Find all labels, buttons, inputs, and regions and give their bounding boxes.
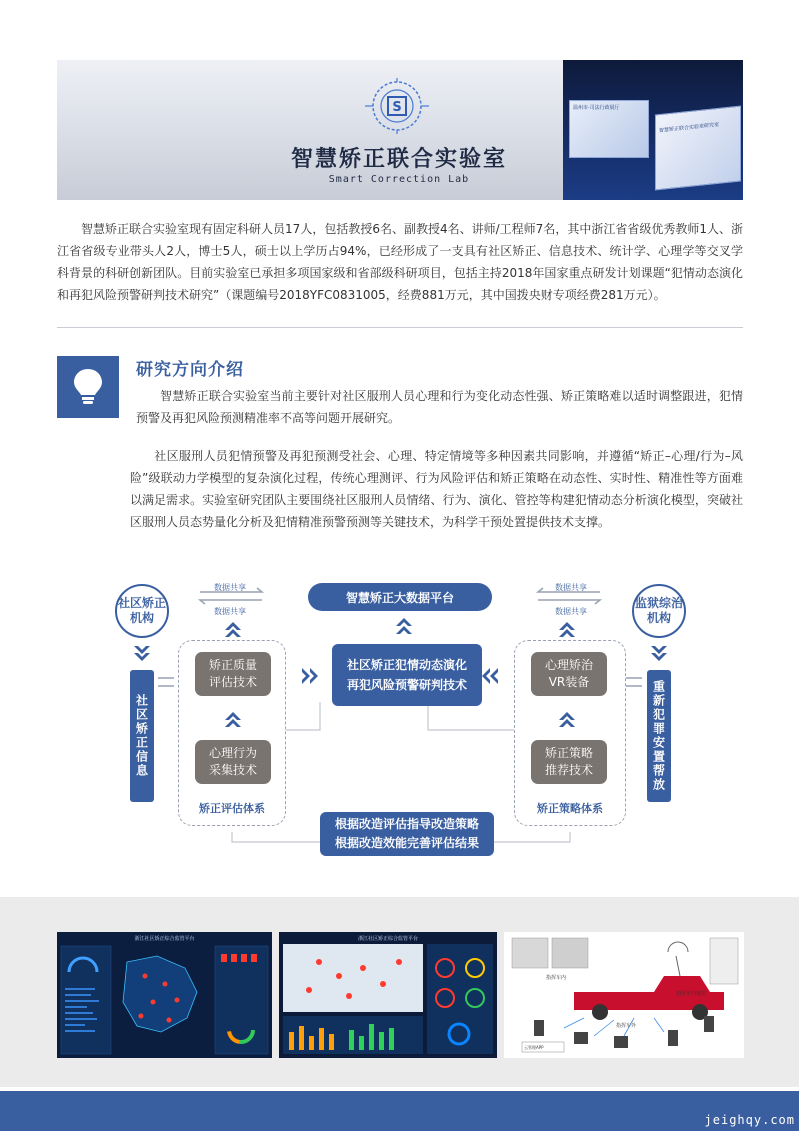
footer-bar: [0, 1091, 799, 1131]
research-paragraph-1: [136, 385, 743, 429]
watermark-text: jeighqy.com: [704, 1113, 795, 1127]
room-screen-left-text: 温州市·司法行政展厅: [573, 105, 620, 111]
lightbulb-icon: [71, 367, 105, 407]
dashboard-screenshot-2: [279, 932, 497, 1058]
data-share-label-left-top: 数据共享: [214, 583, 246, 592]
strategy-system-label: 矫正策略体系: [537, 802, 603, 815]
connector-right-center: [428, 702, 514, 730]
intro-text: 智慧矫正联合实验室现有固定科研人员17人，包括教授6名、副教授4名、讲师/工程师7名，其中浙江省省级优秀教师1人、浙江省省级专业带头人2人，博士5人，硕士以上学历占94%，已经形成了一支具有社区矫正、信息技术、统计学、心理学等交叉学科背景的科研创新团队。目前实验室已承担多项国家级和省部级科研项目，包括主持2018年国家重点研发计划课题“犯情动态演化和再犯风险预警研判技术研究”（课题编号2018YFC0831005，经费881万元，其中国拨央财专项经费281万元）。: [57, 222, 743, 302]
psych-behavior-collection-box: [195, 740, 271, 784]
banner-title: 智慧矫正联合实验室: [290, 147, 507, 172]
data-share-label-left-bottom: 数据共享: [214, 607, 246, 616]
vr-therapy-line-1: 心理矫治: [544, 658, 593, 672]
strategy-recommend-line-2: 推荐技术: [544, 763, 593, 777]
chevrons-up-right-top: [559, 622, 575, 637]
exhibition-room-photo: [563, 60, 743, 200]
section-icon-box: [57, 356, 119, 418]
vr-therapy-line-2: VR装备: [548, 675, 590, 689]
chevrons-down-right: [651, 646, 667, 661]
chevrons-left-center: [482, 668, 498, 684]
chevrons-up-center: [396, 618, 412, 634]
research-framework-diagram: [0, 570, 799, 870]
command-vehicle-graphics: [504, 932, 744, 1058]
feedback-loop-box: [320, 812, 494, 856]
prison-agency-circle: 监狱综治机构: [632, 584, 686, 638]
vehicle-view-label: 指挥车内视图: [676, 991, 707, 997]
room-screen-right-text: 智慧矫正联合实验室研究室: [659, 121, 720, 135]
research-text-2: 社区服刑人员犯情预警及再犯预测受社会、心理、特定情境等多种因素共同影响，并遵循“矫正–心理/行为–风险”级联动力学模型的复杂演化过程，传统心理测评、行为风险评估和矫正策略在动态性、实时性、精准性等方面难以满足需求。实验室研究团队主要围绕社区服刑人员情绪、行为、演化、管控等构建犯情动态分析演化模型，突破社区服刑人员态势量化分析及犯情精准预警预测等关键技术，为科学干预处置提供技术支撑。: [130, 449, 743, 529]
svg-text:S: S: [392, 100, 402, 115]
section-title: 研究方向介绍: [136, 360, 244, 380]
quality-assessment-line-2: 评估技术: [208, 675, 257, 689]
big-data-platform: 智慧矫正大数据平台: [308, 583, 492, 611]
dashboard-2-graphics: [279, 932, 497, 1058]
share-arrow-right-bottom: [538, 600, 600, 604]
core-technology-line-1: 社区矫正犯情动态演化: [346, 658, 467, 672]
psych-behavior-line-1: 心理行为: [208, 746, 257, 760]
strategy-recommend-line-1: 矫正策略: [544, 746, 593, 760]
feedback-line-2: 根据改造效能完善评估结果: [334, 836, 479, 850]
chevrons-up-left-top: [225, 622, 241, 637]
banner-subtitle: Smart Correction Lab: [328, 174, 470, 185]
psych-behavior-line-2: 采集技术: [208, 763, 257, 777]
feedback-left: [232, 832, 320, 842]
lab-logo-icon: [357, 76, 437, 136]
feedback-line-1: 根据改造评估指导改造策略: [334, 817, 479, 831]
evaluation-system-label: 矫正评估体系: [199, 802, 265, 815]
strategy-recommend-box: [531, 740, 607, 784]
quality-assessment-line-1: 矫正质量: [208, 658, 257, 672]
reoffense-resettlement-bar: 重新犯罪安置帮放: [647, 670, 671, 802]
vehicle-inside-label: 指挥车内: [546, 975, 567, 981]
core-technology-box: [332, 644, 482, 706]
room-screen-left: [569, 100, 649, 158]
feedback-right: [494, 832, 570, 842]
dashboard-screenshot-1: [57, 932, 272, 1058]
core-technology-line-2: 再犯风险预警研判技术: [346, 678, 467, 692]
app-label: 云管理APP: [524, 1045, 544, 1050]
community-info-bar: 社区矫正信息: [130, 670, 154, 802]
share-arrow-left-bottom: [200, 600, 262, 604]
command-vehicle-diagram: [504, 932, 744, 1058]
arrow-right-bar: [626, 678, 642, 686]
data-share-label-right-top: 数据共享: [555, 583, 587, 592]
section-divider: [57, 327, 743, 328]
research-text-1: 智慧矫正联合实验室当前主要针对社区服刑人员心理和行为变化动态性强、矫正策略难以适时调整跟进，犯情预警及再犯风险预测精准率不高等问题开展研究。: [136, 389, 743, 425]
arrow-left-bar: [158, 678, 174, 686]
dashboard-1-title: 浙江社区矫正综合监管平台: [134, 936, 195, 942]
intro-paragraph: [57, 218, 743, 306]
vr-therapy-box: [531, 652, 607, 696]
vehicle-outside-label: 指挥车外: [616, 1023, 637, 1029]
dashboard-2-title: 浙江社区矫正综合监管平台: [357, 936, 418, 942]
data-share-label-right-bottom: 数据共享: [555, 607, 587, 616]
chevrons-down-left: [134, 646, 150, 661]
connector-left-center: [286, 702, 320, 730]
dashboard-1-graphics: [57, 932, 272, 1058]
quality-assessment-box: [195, 652, 271, 696]
community-correction-agency-circle: 社区矫正机构: [115, 584, 169, 638]
chevrons-right-center: [302, 668, 318, 684]
lab-banner-photo: [57, 60, 743, 200]
room-screen-right: [655, 105, 741, 190]
research-paragraph-2: [130, 445, 743, 533]
